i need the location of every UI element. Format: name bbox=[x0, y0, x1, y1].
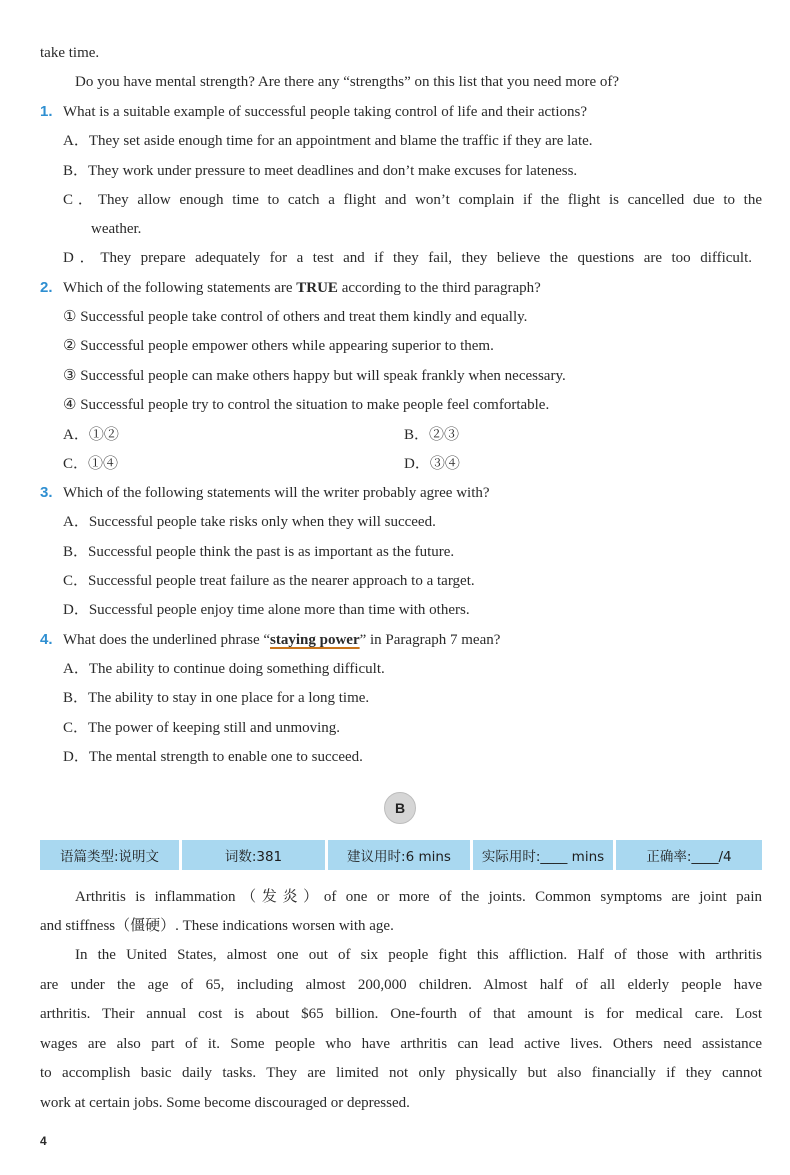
passage-b-line-2: and stiffness（僵硬）. These indications worsen with age. bbox=[40, 918, 394, 934]
question-2-statement-3: ③ Successful people can make others happy but will speak frankly when necessary. bbox=[63, 368, 566, 384]
text-type-cell: 语篇类型:说明文 bbox=[40, 840, 182, 870]
question-2-option-c: C．①④ bbox=[63, 456, 119, 472]
question-3-option-b: B．Successful people think the past is as important as the future. bbox=[63, 544, 455, 560]
question-1-option-c-cont: weather. bbox=[91, 221, 142, 237]
passage-b-line-6: wages are also part of it. Some people who have arthritis can lead active lives. Others need assistance bbox=[40, 1036, 762, 1052]
question-3-option-c: C．Successful people treat failure as the nearer approach to a target. bbox=[63, 573, 475, 589]
question-4-option-d: D．The mental strength to enable one to succeed. bbox=[63, 749, 363, 765]
question-1-option-c: C．They allow enough time to catch a flight and won’t complain if the flight is cancelled due to the bbox=[63, 192, 762, 208]
question-1-number: 1. bbox=[40, 103, 53, 120]
question-4-number: 4. bbox=[40, 631, 53, 648]
passage-b-line-1: Arthritis is inflammation（发炎）of one or more of the joints. Common symptoms are joint pain bbox=[75, 889, 762, 905]
word-count-cell: 词数:381 bbox=[182, 840, 328, 870]
question-2-option-b: B．②③ bbox=[404, 427, 460, 443]
question-1-option-d: D．They prepare adequately for a test and if they fail, they believe the questions are too difficult. bbox=[63, 250, 752, 266]
question-1-option-b: B．They work under pressure to meet deadlines and don’t make excuses for lateness. bbox=[63, 163, 578, 179]
passage-b-line-3: In the United States, almost one out of six people fight this affliction. Half of those with arthritis bbox=[75, 947, 762, 963]
passage-b-line-7: to accomplish basic daily tasks. They are limited not only physically but also financially if they cannot bbox=[40, 1065, 762, 1081]
question-4-option-a: A．The ability to continue doing something difficult. bbox=[63, 661, 385, 677]
accuracy-cell: 正确率:____/4 bbox=[616, 840, 762, 870]
question-2-statement-1: ① Successful people take control of others and treat them kindly and equally. bbox=[63, 309, 528, 325]
passage-a-tail: take time. bbox=[40, 45, 100, 61]
question-1-text: What is a suitable example of successful people taking control of life and their actions? bbox=[63, 104, 587, 120]
question-3-number: 3. bbox=[40, 484, 53, 501]
passage-b-line-4: are under the age of 65, including almost 200,000 children. Almost half of all elderly people have bbox=[40, 977, 762, 993]
question-4-text: What does the underlined phrase “staying power” in Paragraph 7 mean? bbox=[63, 632, 501, 648]
section-b-badge: B bbox=[384, 792, 416, 824]
question-4-option-b: B．The ability to stay in one place for a long time. bbox=[63, 690, 370, 706]
question-2-option-a: A．①② bbox=[63, 427, 119, 443]
reading-info-bar bbox=[40, 840, 762, 870]
passage-b-line-5: arthritis. Their annual cost is about $65 billion. One-fourth of that amount is for medical care. Lost bbox=[40, 1006, 762, 1022]
page-number: 4 bbox=[40, 1134, 47, 1148]
passage-a-question: Do you have mental strength? Are there any “strengths” on this list that you need more of? bbox=[75, 74, 620, 90]
question-2-statement-4: ④ Successful people try to control the situation to make people feel comfortable. bbox=[63, 397, 550, 413]
question-4-option-c: C．The power of keeping still and unmoving. bbox=[63, 720, 341, 736]
underlined-phrase: staying power bbox=[270, 632, 360, 648]
passage-b-line-8: work at certain jobs. Some become discouraged or depressed. bbox=[40, 1095, 410, 1111]
question-3-option-d: D．Successful people enjoy time alone more than time with others. bbox=[63, 602, 470, 618]
question-3-option-a: A．Successful people take risks only when they will succeed. bbox=[63, 514, 436, 530]
suggested-time-cell: 建议用时:6 mins bbox=[328, 840, 473, 870]
question-3-text: Which of the following statements will the writer probably agree with? bbox=[63, 485, 490, 501]
question-2-text: Which of the following statements are TRUE according to the third paragraph? bbox=[63, 280, 541, 296]
question-2-statement-2: ② Successful people empower others while appearing superior to them. bbox=[63, 338, 494, 354]
question-2-bold-word: TRUE bbox=[296, 280, 338, 296]
question-2-option-d: D．③④ bbox=[404, 456, 460, 472]
actual-time-cell: 实际用时:____ mins bbox=[473, 840, 616, 870]
question-1-option-a: A．They set aside enough time for an appointment and blame the traffic if they are late. bbox=[63, 133, 593, 149]
question-2-number: 2. bbox=[40, 279, 53, 296]
